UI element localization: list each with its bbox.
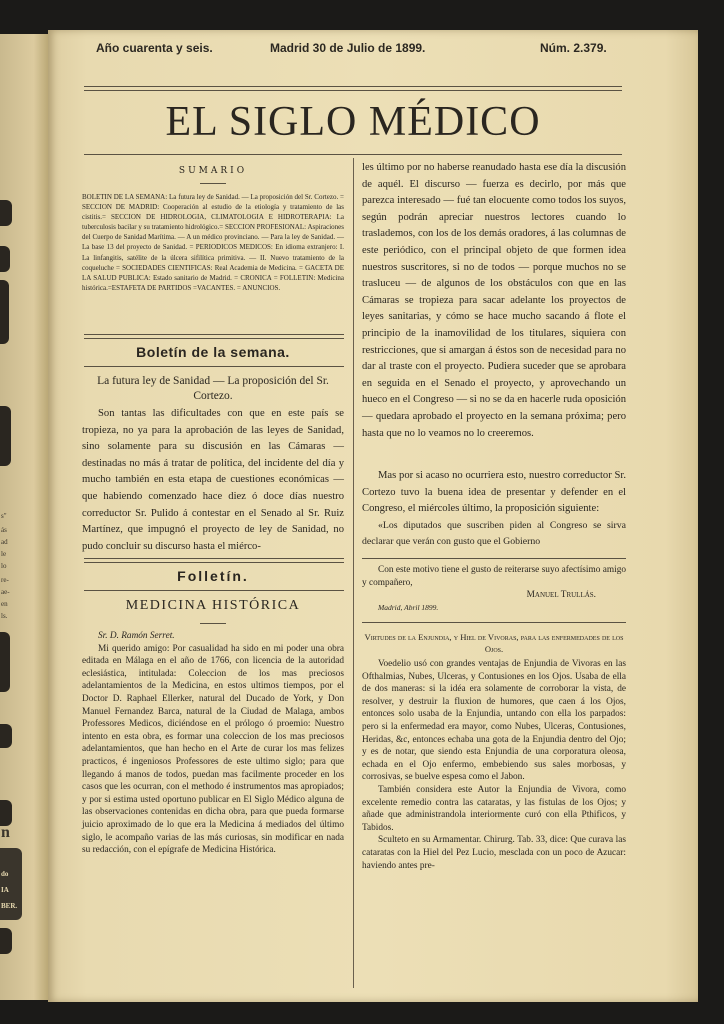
back-page-mark bbox=[0, 928, 12, 954]
ornament-rule bbox=[200, 183, 226, 184]
column-separator bbox=[353, 158, 354, 988]
sumario-text: BOLETIN DE LA SEMANA: La futura ley de Sanidad. — La proposición del Sr. Cortezo. = SECCION DE MADRID: Cooperación al estudio de la etiología y tratamiento de las cistitis.= SECCION DE HIDROLOGIA, CLIMATOLOGIA E HIDROTERAPIA: La tuberculosis bacilar y su tratamiento hidrológico.= SECCION PROFESIONAL: Aspiraciones del Cuerpo de Sanidad Marítima. — A un médico provinciano. — Para la ley de Sanidad. — La base 13 del proyecto de Sanidad. = PERIODICOS MEDICOS: En idioma extranjero: I. La linfangitis, satélite de la úlcera sifilítica primitiva. — II. Nuevo tratamiento de la coqueluche = SOCIEDADES CIENTIFICAS: Real Academia de Medicina. = GACETA DE LA SALUD PUBLICA: Estado sanitario de Madrid. = CRONICA = FOLLETIN: Medicina histórica.=ESTAFETA DE PARTIDOS =VACANTES. = ANUNCIOS. bbox=[82, 193, 344, 292]
header-rule bbox=[84, 86, 622, 87]
back-page-fragment: le bbox=[1, 550, 7, 558]
section-rule bbox=[362, 622, 626, 623]
right-column-letter-close bbox=[362, 564, 626, 614]
folletin-body bbox=[82, 630, 344, 857]
section-rule bbox=[84, 334, 344, 335]
header-rule bbox=[84, 90, 622, 91]
section-rule bbox=[362, 558, 626, 559]
header-year: Año cuarenta y seis. bbox=[96, 41, 213, 55]
boletin-subtitle: La futura ley de Sanidad — La proposición del Sr. Cortezo. bbox=[97, 375, 329, 402]
back-page-mark bbox=[0, 724, 12, 748]
back-page-fragment: s" bbox=[1, 512, 7, 520]
back-page-mark bbox=[0, 406, 11, 466]
right-paragraph-2: Mas por si acaso no ocurriera esto, nuestro correductor Sr. Cortezo tuvo la buena idea de presentar y defender en el Congreso, el miércoles último, la proposición siguiente: bbox=[362, 470, 626, 515]
back-page-mark bbox=[0, 632, 10, 692]
back-page-fragment: ad bbox=[1, 538, 8, 546]
section-rule bbox=[84, 590, 344, 591]
back-page-fragment: ás bbox=[1, 526, 7, 534]
folletin-subtitle: MEDICINA HISTÓRICA bbox=[125, 598, 301, 613]
back-page-fragment: ls. bbox=[1, 612, 8, 620]
back-page-mark bbox=[0, 280, 9, 344]
back-page-mark bbox=[0, 200, 12, 226]
section-rule bbox=[84, 366, 344, 367]
place-date: Madrid, Abril 1899. bbox=[378, 602, 439, 612]
back-page-fragment: do bbox=[1, 870, 9, 878]
right-column-top bbox=[362, 160, 626, 442]
sumario-heading: SUMARIO bbox=[178, 166, 248, 176]
right-paragraph-3: «Los diputados que suscriben piden al Congreso se sirva declarar que verán con gusto que el Gobierno bbox=[362, 519, 626, 548]
back-page-fragment: IA bbox=[1, 886, 9, 894]
section-rule bbox=[84, 562, 344, 563]
folletin-paragraph: Mi querido amigo: Por casualidad ha sido en mi poder una obra editada en Málaga en el año de 1766, con licencia de la autoridad eclesiástica, intitulada: Coleccion de los mas preciosos adelantamientos de la Medicina, en estos ultimos tiempos, por el Doctor D. Raphael Ellerker, natural del Ducado de York, y Don Manuel Fernandez Barca, natural de la Ciudad de Malaga, ambos Professores Medicos, diciéndose en el prólogo ó proemio: Nuestro intento en esta obra, es formar una coleccion de los mas preciosos adelantamientos, que han hecho en el Arte de curar los mas felizes practicos, é ingeniosos Professores de este ultimo siglo; para que llegando á manos de todos, puedan mas facilmente proceder en los casos que les ocurran, con el methodo é instrumentos mas apropiados; y por si estima usted oportuno publicar en El Siglo Médico alguna de las observaciones contenidas en dicha obra, para que pueda formarse juicio aproximado de lo que era la Medicina á mediados del último siglo, le acompaño varias de las más curiosas, sin modificar en nada su redacción, con el epígrafe de Medicina Histórica. bbox=[82, 643, 344, 856]
back-page-fragment: re- bbox=[1, 576, 9, 584]
right-column-article bbox=[362, 658, 626, 872]
masthead-rule bbox=[84, 154, 622, 155]
back-page-edge bbox=[0, 34, 48, 1000]
back-page-fragment: en bbox=[1, 600, 8, 608]
section-rule bbox=[84, 338, 344, 339]
folletin-title: Folletín. bbox=[177, 568, 249, 584]
section-rule bbox=[84, 558, 344, 559]
folletin-addressee: Sr. D. Ramón Serret. bbox=[98, 631, 175, 641]
right-paragraph-1: les último por no haberse reanudado hasta ese día la discusión de aquél. El discurso — fuerza es decirlo, por más que parezca interesado — fué tan elocuente como todos los suyos, según podrán apreciar nuestros lectores cuando lo traslademos, con los de los demás oradores, á las columnas de este periódico, con el principal objeto de que formen idea nuestros suscritores, si no de todos — porque muchos no se trasluceu — de algunos de los obstáculos con que en las Cámaras se tropieza para sacar adelante los proyectos de leyes sanitarias, y cómo se hace mucho sacando á flote el principio de la inamovilidad de los titulares, siquiera con restricciones, que si amargan á éstos son de necesidad para no dar al traste con el proyecto. Pudiera suceder que se aprobara en seguida en el Senado el proyecto, y aprovechando un hueco en el Congreso — si no se da en hacerle ruda oposición — quedara aprobado el proyecto en la semana próxima; pero hasta que no lo veamos no lo creeremos. bbox=[362, 162, 626, 439]
boletin-body bbox=[82, 406, 344, 555]
right-paragraph-7: Sculteto en su Armamentar. Chirurg. Tab. 33, dice: Que curava las cataratas con la Hiel del Pez Lucio, mesclada con un poco de Azucar: haviendo antes pre- bbox=[362, 835, 626, 871]
back-page-mark bbox=[0, 800, 12, 826]
back-page-fragment: n bbox=[1, 824, 10, 841]
right-paragraph-6: También considera este Autor la Enjundia de Vivora, como excelente remedio contra las cataratas, y las fistulas de los Ojos; y añade que administrandola interiormente curó con ella Pthificos, y Tabidos. bbox=[362, 784, 626, 833]
back-page-fragment: BER. bbox=[1, 902, 18, 910]
boletin-title: Boletín de la semana. bbox=[136, 344, 290, 360]
header-date: Madrid 30 de Julio de 1899. bbox=[270, 41, 426, 55]
ornament-rule bbox=[200, 623, 226, 624]
back-page-mark bbox=[0, 246, 10, 272]
boletin-paragraph: Son tantas las dificultades con que en este país se tropieza, no ya para la aprobación de las leyes de Sanidad, sino solamente para su discusión en las Cámaras — destinadas no más á tratar de política, del incidente del día y mucho también en esta etapa de cuestiones económicas — que habiendo comenzado hace diez ó doce días nuestro correductor Sr. Pulido á contestar en el Senado al Sr. Ruiz Martínez, que impugnó el proyecto de ley de Sanidad, no pudo concluir su discurso hasta el miérco- bbox=[82, 408, 344, 552]
right-paragraph-4: Con este motivo tiene el gusto de reiterarse suyo afectísimo amigo y compañero, bbox=[362, 565, 626, 588]
back-page-fragment: lo bbox=[1, 562, 7, 570]
article-title: Virtudes de la Enjundia, y Hiel de Vivoras, para las enfermedades de los Ojos. bbox=[364, 632, 624, 654]
right-paragraph-5: Voedelio usó con grandes ventajas de Enjundia de Vivoras en las Ofthalmias, Nubes, Ulceras, y Contusiones en los Ojos. Usaba de ella de dos maneras: si la idéa era solamente de corroborar la vista, de resolver, y destruir la fluxion de humores, que caen á los Ojos, entonces solo usaba de la Enjundia, untando con ella los parpados: pero si la enfermedad era mayor, como Nubes, Ulceras, Contusiones, Heridas, &c, entonces echaba una gota de la Enjundia dentro del Ojo; y es de notar, que siendo esta Enjundia de una corporatura oleosa, echada en el Ojo enfermo, embebiendo sus sales morbosas, y corrosivas, se buelve espesa como el Jabon. bbox=[362, 659, 626, 783]
masthead-title: EL SIGLO MÉDICO bbox=[165, 99, 541, 145]
right-column-middle bbox=[362, 468, 626, 551]
back-page-fragment: ae- bbox=[1, 588, 10, 596]
header-number: Núm. 2.379. bbox=[540, 41, 607, 55]
signature: Manuel Trullás. bbox=[526, 590, 596, 601]
